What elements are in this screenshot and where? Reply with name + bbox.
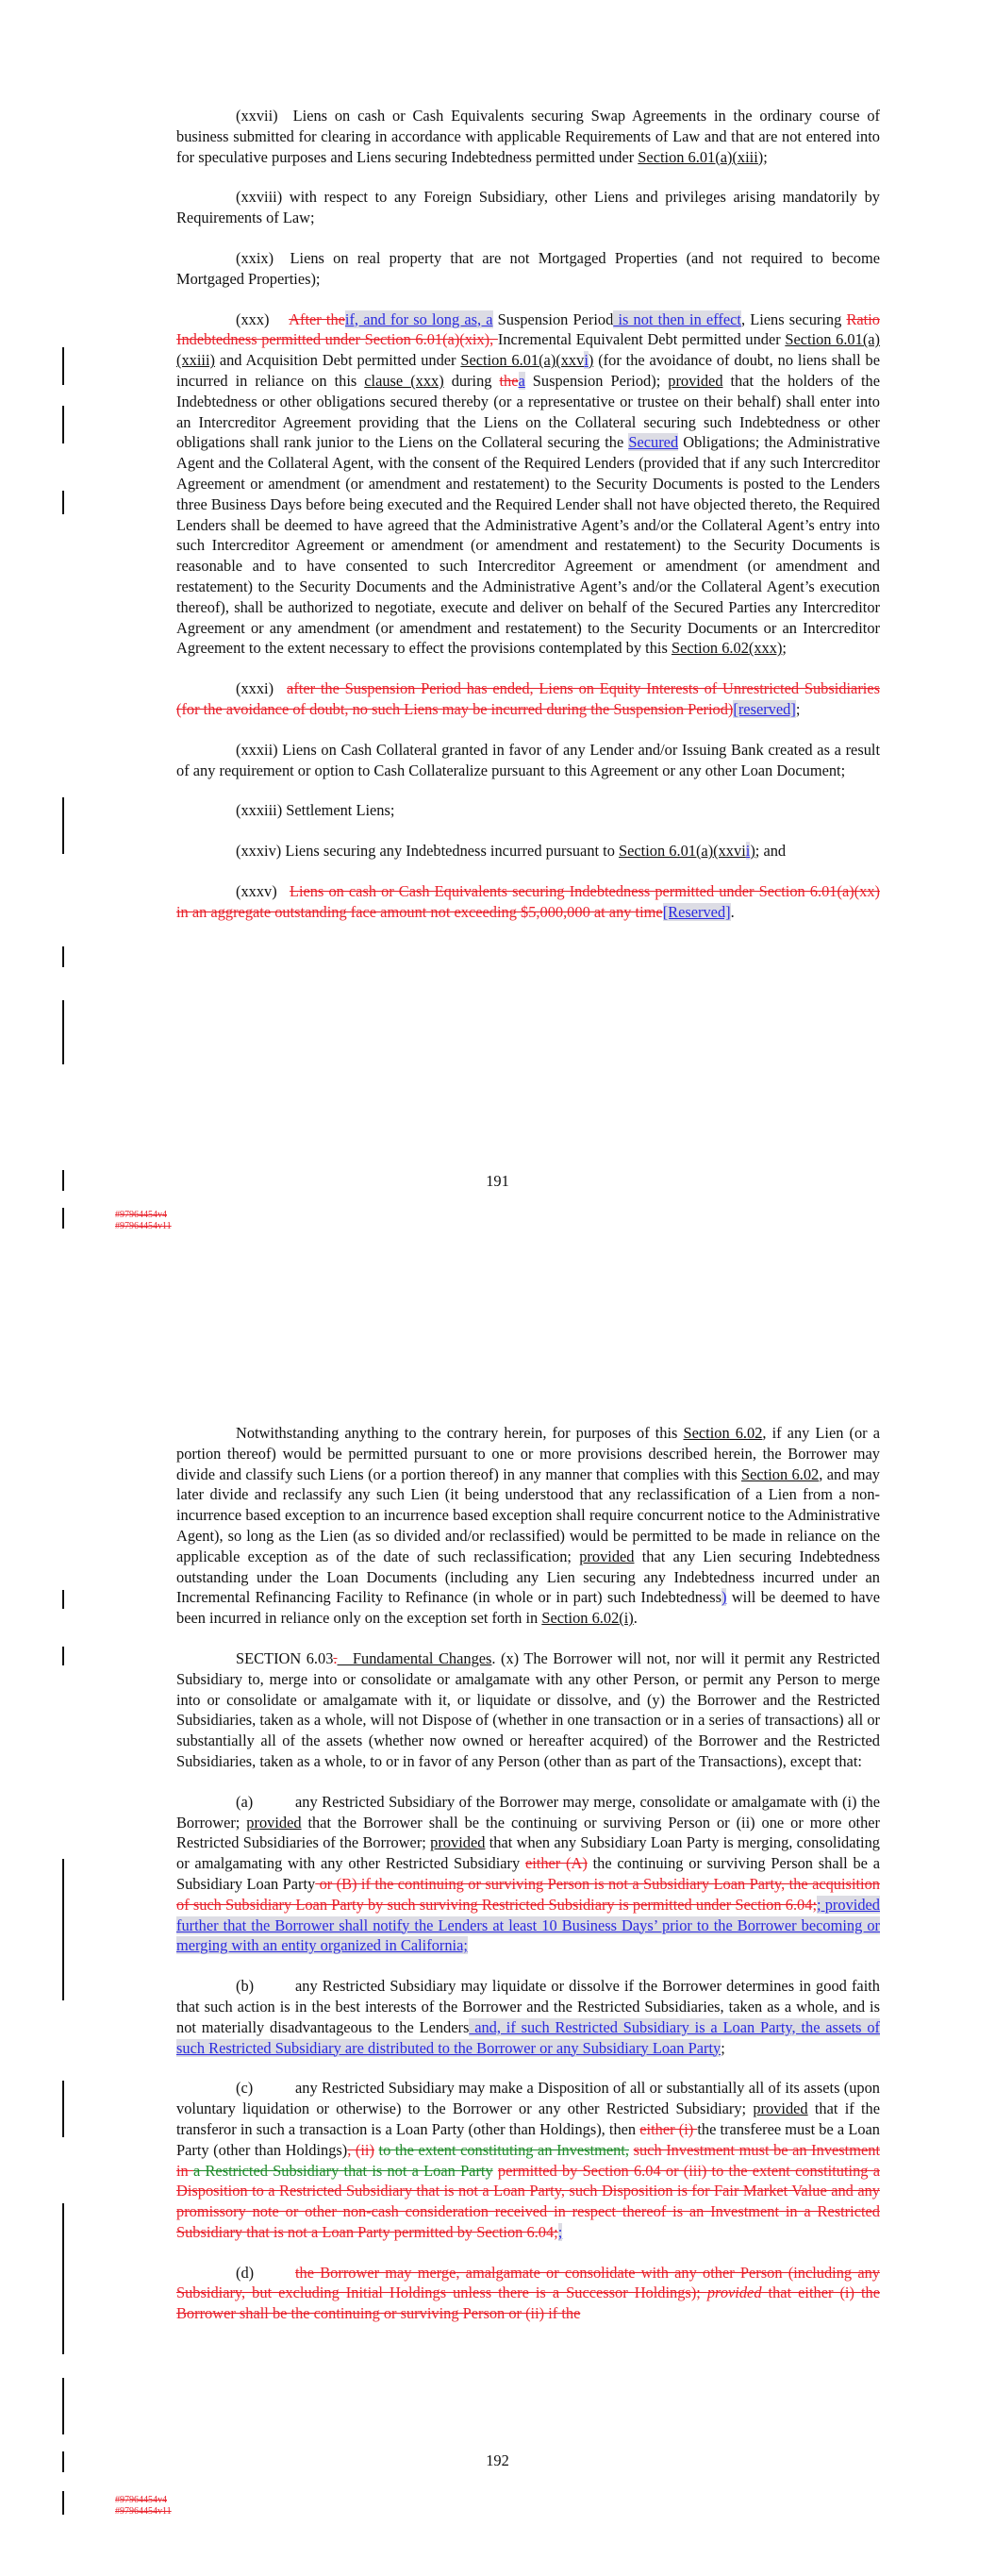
text-run: (xxviii) with respect to any Foreign Subsidiary, other Liens and privileges arising mandatorily by Requirements of Law;: [176, 188, 880, 227]
text-run: (for the avoidance of doubt, no liens shall be incurred in reliance on this: [176, 351, 880, 390]
cross-reference: ): [588, 351, 594, 370]
deleted-text: .: [333, 1648, 338, 1667]
doc-id: #97964454v11: [115, 1221, 172, 1231]
text-run: that the holders of the Indebtedness or other obligations secured thereby (or a representative or trustee on their behalf) shall enter into an Intercreditor Agreement providing that the Liens on the Collateral securing such Indebtedness or other obligations shall rank junior to the Liens on the Collateral securing the: [176, 371, 880, 452]
text-run: Obligations; the Administrative Agent and the Collateral Agent, with the consent of the Required Lenders (provided that if any such Intercreditor Agreement or amendment (or amendment and restatement) to the Security Documents is posted to the Lenders three Business Days before being executed and the Required Lender shall not have objected thereto, the Required Lenders shall be deemed to have agreed that the Administrative Agent’s and/or the Collateral Agent’s entry into such Intercreditor Agreement or amendment (or amendment and restatement) to the Security Documents is reasonable and to have consented to such Intercreditor Agreement or amendment (or amendment and restatement) to the Security Documents and the Administrative Agent’s and/or the Collateral Agent’s execution thereof), shall be authorized to negotiate, execute and deliver on behalf of the Secured Parties any Intercreditor Agreement or any amendment (or amendment and restatement) to the Security Documents or an Intercreditor Agreement to the extent necessary to effect the provisions contemplated by this: [176, 433, 880, 658]
clause-label: (a): [236, 1792, 254, 1811]
paragraph: [176, 800, 880, 821]
text-run: will be deemed to have been incurred in reliance only on the exception set forth in: [176, 1588, 880, 1628]
change-bar: [62, 2378, 64, 2434]
page-192: [0, 1423, 995, 2576]
deleted-text: the: [499, 371, 519, 390]
text-run: Notwithstanding anything to the contrary herein, for purposes of this: [236, 1424, 684, 1442]
page-body: [176, 106, 880, 943]
change-bar: [62, 1859, 64, 2000]
change-bar: [62, 1000, 64, 1064]
cross-reference: provided: [668, 371, 723, 390]
page-number: 191: [486, 1172, 509, 1190]
change-bar: [62, 2081, 64, 2137]
change-bar: [62, 491, 64, 514]
text-run: ;: [721, 2038, 725, 2057]
text-run: Suspension Period);: [524, 371, 669, 390]
text-run: , if any Lien (or a portion thereof) would be permitted pursuant to one or more provisions described herein, the Borrower may divide and classify such Liens (or a portion thereof) in any manner that complies with this: [176, 1424, 880, 1483]
deleted-text: , (ii): [347, 2140, 374, 2159]
paragraph: [176, 1976, 880, 2058]
deleted-text: or (B) if the continuing or surviving Person is not a Subsidiary Loan Party, the acquisition of such Subsidiary Loan Party by such surviving Restricted Subsidiary is permitted under Section 6.04;: [176, 1874, 880, 1914]
text-run: ;: [782, 639, 787, 658]
text-run: that any Lien securing Indebtedness outstanding under the Loan Documents (including any Lien securing any Indebtedness incurred under an Incremental Refinancing Facility to Refinance (in whole or in part) such Indebtedness: [176, 1547, 881, 1607]
deleted-text: after the Suspension Period has ended, Liens on Equity Interests of Unrestricted Subsidiaries (for the avoidance of doubt, no such Liens may be incurred during the Suspension Period): [176, 679, 880, 718]
text-run: (xxxiv) Liens securing any Indebtedness incurred pursuant to: [236, 842, 620, 861]
moved-text: to the extent constituting an Investment,: [378, 2140, 630, 2159]
cross-reference: Fundamental Changes: [337, 1648, 492, 1667]
clause-label: (b): [236, 1977, 255, 1996]
paragraph: [176, 740, 880, 781]
paragraph: [176, 187, 880, 228]
text-run: (xxix) Liens on real property that are not Mortgaged Properties (and not required to become Mortgaged Properties);: [176, 248, 880, 288]
clause-label: (d): [236, 2263, 255, 2282]
text-run: and Acquisition Debt permitted under: [214, 351, 461, 370]
inserted-text: Secured: [628, 433, 679, 452]
text-run: any Restricted Subsidiary may make a Disposition of all or substantially all of its assets (upon voluntary liquidation or otherwise) to the Borrower or any other Restricted Subsidiary;: [176, 2079, 880, 2118]
document-ids: [115, 2495, 172, 2517]
change-bar: [62, 946, 64, 967]
change-bar: [62, 1170, 64, 1191]
deleted-text: either (i): [639, 2119, 698, 2138]
cross-reference: provided: [753, 2099, 808, 2118]
cross-reference: Section 6.01(a)(xxv: [460, 351, 585, 370]
text-run: Incremental Equivalent Debt permitted under: [497, 330, 786, 349]
document-ids: [115, 1210, 172, 1232]
change-bar: [62, 347, 64, 385]
cross-reference: Section 6.02: [683, 1424, 763, 1442]
text-run: SECTION 6.03: [236, 1648, 334, 1667]
change-bar: [62, 1647, 64, 1665]
text-run: (xxxii) Liens on Cash Collateral granted in favor of any Lender and/or Issuing Bank created as a result of any requirement or option to Cash Collateralize pursuant to this Agreement or any other Loan Document;: [176, 740, 880, 779]
change-bar: [62, 2491, 64, 2515]
paragraph: [176, 1648, 880, 1772]
cross-reference: ): [750, 842, 755, 861]
text-run: (xxvii) Liens on cash or Cash Equivalents securing Swap Agreements in the ordinary course of business submitted for clearing in accordance with applicable Requirements of Law and that are not entered into for speculative purposes and Liens securing Indebtedness permitted under: [176, 107, 880, 166]
deleted-text: Ratio Indebtedness permitted under Section 6.01(a)(xix),: [176, 309, 880, 349]
inserted-text: [reserved]: [733, 699, 796, 718]
text-run: ; and: [755, 842, 787, 861]
text-run: any Restricted Subsidiary may liquidate or dissolve if the Borrower determines in good faith that such action is in the best interests of the Borrower and the Restricted Subsidiaries, taken as a whole, and is not materially disadvantageous to the Lenders: [176, 1977, 880, 2036]
clause-label: (c): [236, 2079, 254, 2098]
deleted-text: either (A): [524, 1854, 588, 1873]
cross-reference: Section 6.01(a)(xiii): [638, 147, 764, 166]
inserted-text: ; provided further that the Borrower shall notify the Lenders at least 10 Business Days’ prior to the Borrower becoming or merging with an entity organized in California;: [176, 1895, 880, 1955]
inserted-text: [Reserved]: [662, 902, 731, 921]
text-run: . (x) The Borrower will not, nor will it permit any Restricted Subsidiary to, merge into or consolidate or amalgamate with any other Person, or permit any Person to merge into or consolidate or amalgamate with it, or liquidate or dissolve, and (y) the Borrower and the Restricted Subsidiaries, taken as a whole, will not Dispose of (whether in one transaction or in a series of transactions) all or substantially all of the assets (whether now owned or hereafter acquired) of the Borrower and the Restricted Subsidiaries, taken as a whole, to or in favor of any Person (other than as part of the Transactions), except that:: [176, 1648, 880, 1770]
doc-id: #97964454v4: [115, 2495, 167, 2505]
inserted-text: is not then in effect: [613, 309, 741, 328]
change-bar: [62, 2203, 64, 2354]
text-run: .: [633, 1609, 638, 1628]
text-run: ;: [763, 147, 768, 166]
paragraph: [176, 881, 880, 923]
cross-reference: Section 6.01(a)(xxiii): [176, 330, 881, 370]
text-run: , Liens securing: [740, 309, 847, 328]
cross-reference: provided: [430, 1833, 486, 1852]
text-run: the transferee must be a Loan Party (other than Holdings): [176, 2119, 881, 2159]
change-bar: [62, 406, 64, 443]
deleted-text: that either (i) the Borrower shall be the continuing or surviving Person or (ii) if the: [176, 2283, 880, 2323]
cross-reference: Section 6.02(xxx): [671, 639, 783, 658]
text-run: ;: [795, 699, 801, 718]
deleted-text: After the: [289, 309, 345, 328]
text-run: (xxxiii) Settlement Liens;: [236, 801, 395, 820]
paragraph: [176, 678, 880, 720]
text-run: during: [443, 371, 500, 390]
cross-reference: Section 6.02(i): [541, 1609, 634, 1628]
paragraph: [176, 2263, 880, 2324]
doc-id: #97964454v4: [115, 1210, 167, 1220]
page-191: [0, 106, 995, 1408]
change-bar: [62, 2451, 64, 2472]
deleted-text: provided: [706, 2283, 762, 2302]
text-run: Suspension Period: [492, 309, 614, 328]
paragraph: [176, 841, 880, 861]
inserted-text: ): [721, 1588, 727, 1607]
change-bar: [62, 797, 64, 854]
doc-id: #97964454v11: [115, 2506, 172, 2517]
paragraph: [176, 1423, 880, 1629]
text-run: (xxxi): [236, 679, 288, 698]
text-run: (xxx): [236, 309, 290, 328]
text-run: (xxxv): [236, 881, 290, 900]
paragraph: [176, 106, 880, 167]
text-run: .: [730, 902, 735, 921]
cross-reference: clause (xxx): [364, 371, 444, 390]
paragraph: [176, 1792, 880, 1956]
cross-reference: Section 6.02: [741, 1464, 820, 1483]
paragraph: [176, 309, 880, 660]
inserted-text: ;: [557, 2222, 563, 2241]
cross-reference: provided: [246, 1813, 302, 1832]
deleted-text: the Borrower may merge, amalgamate or consolidate with any other Person (including any Subsidiary, but excluding Initial Holdings unless there is a Successor Holdings);: [176, 2263, 880, 2302]
page-number: 192: [486, 2451, 509, 2469]
page-body: [176, 1423, 880, 2344]
change-bar: [62, 1208, 64, 1229]
inserted-text: i: [584, 351, 589, 370]
deleted-text: Liens on cash or Cash Equivalents securing Indebtedness permitted under Section 6.01(a)(xx) in an aggregate outstanding face amount not exceeding $5,000,000 at any time: [176, 881, 880, 921]
deleted-text: permitted by Section 6.04 or (iii) to the extent constituting a Disposition to a Restricted Subsidiary that is not a Loan Party, such Disposition is for Fair Market Value and any promissory note or other non-cash consideration received in respect thereof is an Investment in a Restricted Subsidiary that is not a Loan Party permitted by Section 6.04;: [176, 2161, 880, 2241]
paragraph: [176, 2078, 880, 2242]
paragraph: [176, 248, 880, 290]
text-run: , and may later divide and reclassify any such Lien (it being understood that any reclassification of a Lien from a non-incurrence based exception to an incurrence based exception shall require concurrent notice to the Administrative Agent), so long as the Lien (as so divided and/or reclassified) would be permitted to be made in reliance on the applicable exception as of the date of such reclassification;: [176, 1464, 880, 1565]
text-run: that if the transferor in such a transaction is a Loan Party (other than Holdings), then: [176, 2099, 880, 2138]
inserted-text: i: [745, 842, 751, 861]
moved-text: a Restricted Subsidiary that is not a Loan Party: [192, 2161, 493, 2180]
text-run: any Restricted Subsidiary of the Borrower may merge, consolidate or amalgamate with (i) the Borrower;: [176, 1792, 880, 1832]
text-run: that the Borrower shall be the continuing or surviving Person or (ii) one or more other Restricted Subsidiaries of the Borrower;: [176, 1813, 880, 1852]
deleted-text: such Investment must be an Investment in: [176, 2140, 880, 2180]
text-run: that when any Subsidiary Loan Party is merging, consolidating or amalgamating with any other Restricted Subsidiary: [176, 1833, 880, 1873]
text-run: the continuing or surviving Person shall be a Subsidiary Loan Party: [176, 1854, 880, 1893]
inserted-text: and, if such Restricted Subsidiary is a Loan Party, the assets of such Restricted Subsidiary are distributed to the Borrower or any Subsidiary Loan Party: [176, 2017, 880, 2057]
inserted-text: if, and for so long as, a: [344, 309, 493, 328]
inserted-text: a: [518, 371, 525, 390]
change-bar: [62, 1590, 64, 1609]
cross-reference: Section 6.01(a)(xxvi: [619, 842, 746, 861]
cross-reference: provided: [579, 1547, 635, 1565]
